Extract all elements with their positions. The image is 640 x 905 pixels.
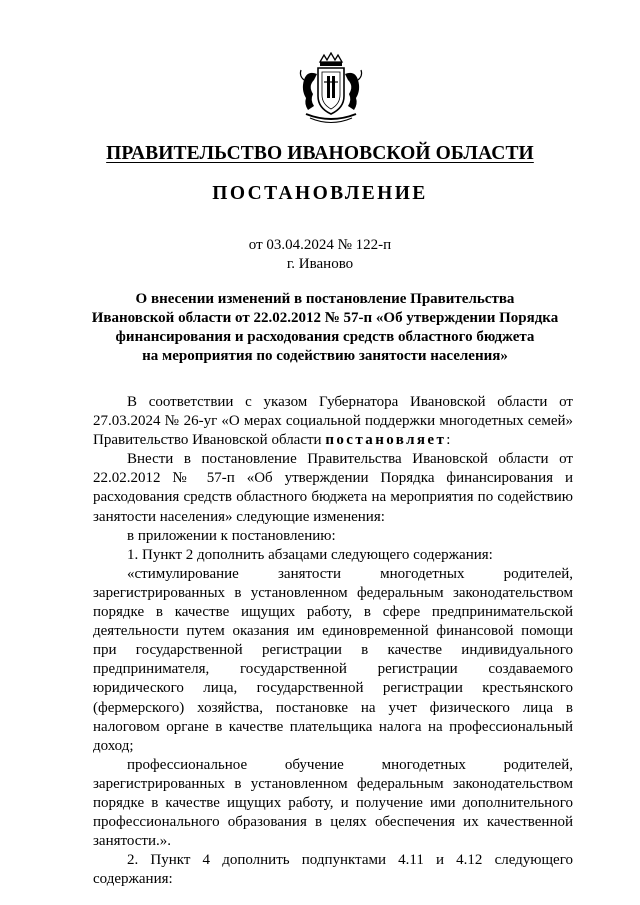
subject-line: О внесении изменений в постановление Правительства [135, 291, 515, 307]
document-type: ПОСТАНОВЛЕНИЕ [212, 183, 428, 204]
paragraph: 1. Пункт 2 дополнить абзацами следующего содержания: [127, 546, 493, 563]
subject-line: финансирования и расходования средств областного бюджета [115, 329, 535, 345]
paragraph: Внести в постановление Правительства Ивановской области от 22.02.2012 № 57-п «Об утверждении Порядка финансирования и расходования средств областного бюджета на мероприятия по содействию занятости населения» следующие изменения: [93, 451, 573, 525]
paragraph: профессиональное обучение многодетных родителей, зарегистрированных в установленном федеральным законодательством порядке в качестве ищущих работу, и получение ими дополнительного профессионального образования в целях обеспечения их качественной занятости.». [93, 756, 573, 850]
paragraph-text: В соответствии с указом Губернатора Ивановской области от 27.03.2024 № 26-уг «О мерах социальной поддержки многодетных семей» Правительство Ивановской области [93, 394, 573, 449]
coat-of-arms-icon [296, 52, 366, 126]
paragraph: в приложении к постановлению: [127, 527, 336, 544]
subject-line: на мероприятия по содействию занятости населения» [142, 348, 508, 364]
paragraph-text: : [446, 432, 451, 449]
paragraph: «стимулирование занятости многодетных родителей, зарегистрированных в установленном федеральным законодательством порядке в качестве ищущих работу, в сфере предпринимательской деятельности путем оказания им единовременной финансовой помощи при государственной регистрации в качестве индивидуального предпринимателя, государственной регистрации создаваемого юридического лица, государственной регистрации крестьянского (фермерского) хозяйства, постановке на учет физического лица в налоговом органе в качестве плательщика налога на профессиональный доход; [93, 565, 573, 754]
government-title: ПРАВИТЕЛЬСТВО ИВАНОВСКОЙ ОБЛАСТИ [106, 143, 534, 164]
paragraph [93, 393, 573, 450]
document-subject [60, 290, 590, 366]
city: г. Иваново [286, 256, 354, 272]
document-body [93, 393, 573, 889]
date-number: от 03.04.2024 № 122-п [248, 237, 392, 253]
resolution-word: постановляет [325, 432, 447, 449]
paragraph: 2. Пункт 4 дополнить подпунктами 4.11 и 4.12 следующего содержания: [93, 852, 573, 888]
document-meta [0, 236, 640, 274]
subject-line: Ивановской области от 22.02.2012 № 57-п «Об утверждении Порядка [91, 310, 559, 326]
